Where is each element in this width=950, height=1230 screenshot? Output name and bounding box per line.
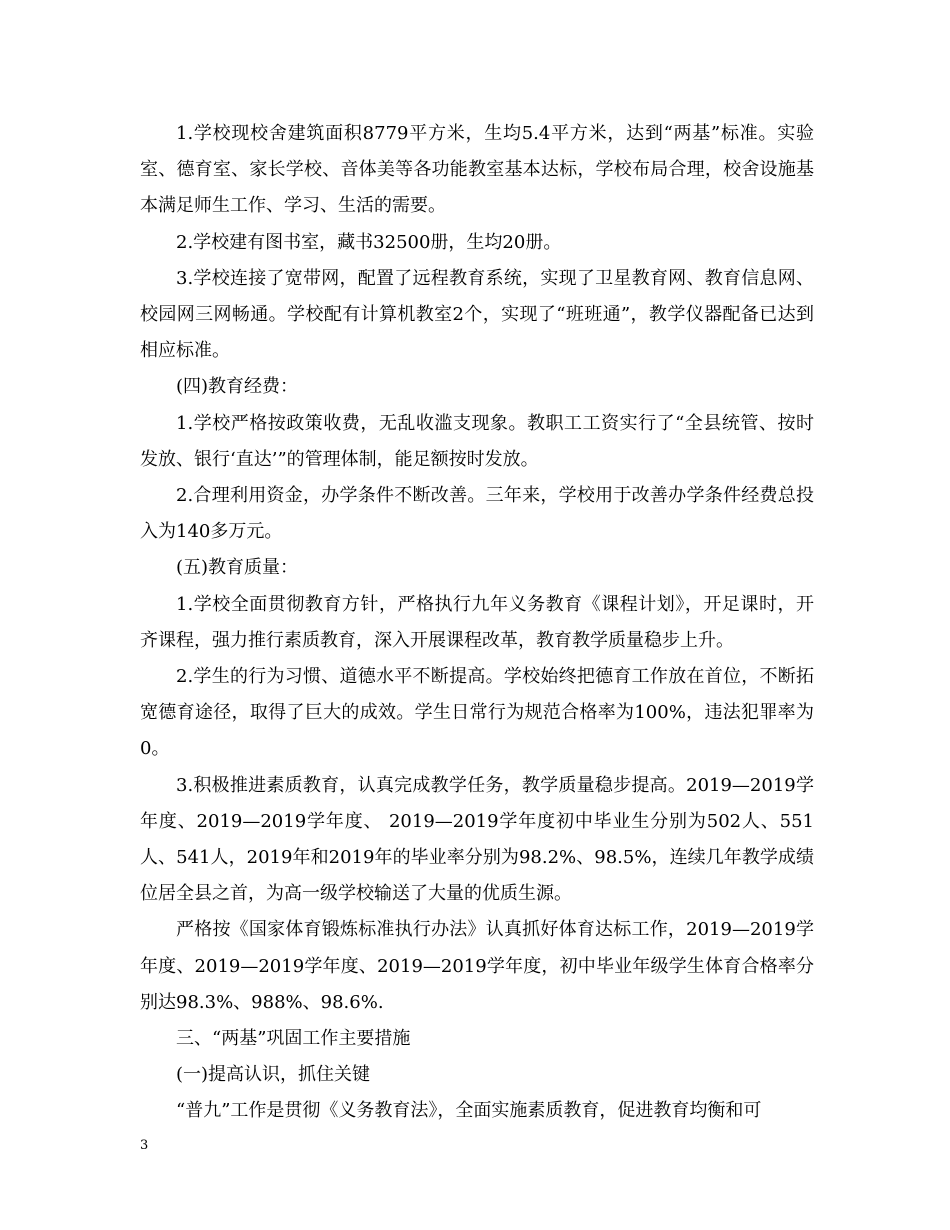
paragraph: 1.学校现校舍建筑面积8779平方米，生均5.4平方米，达到“两基”标准。实验室、德育室、家长学校、音体美等各功能教室基本达标，学校布局合理，校舍设施基本满足师生工作、学习、生活的需要。 <box>140 123 814 217</box>
paragraph: 3.学校连接了宽带网，配置了远程教育系统，实现了卫星教育网、教育信息网、校园网三网畅通。学校配有计算机教室2个，实现了“班班通”，教学仪器配备已达到相应标准。 <box>140 267 814 362</box>
paragraph: 3.积极推进素质教育，认真完成教学任务，教学质量稳步提高。2019—2019学年度、2019—2019学年度、 2019—2019学年度初中毕业生分别为502人、551人、541人，2019年和2019年的毕业率分别为98.2%、98.5%，连续几年教学成绩位居全县之首，为高一级学校输送了大量的优质生源。 <box>140 774 814 905</box>
paragraph: 1.学校全面贯彻教育方针，严格执行九年义务教育《课程计划》，开足课时，开齐课程，强力推行素质教育，深入开展课程改革，教育教学质量稳步上升。 <box>140 593 814 651</box>
paragraph: “普九”工作是贯彻《义务教育法》，全面实施素质教育，促进教育均衡和可 <box>176 1100 762 1122</box>
paragraph: 2.学校建有图书室，藏书32500册，生均20册。 <box>176 231 562 253</box>
paragraph: 2.合理利用资金，办学条件不断改善。三年来，学校用于改善办学条件经费总投入为140多万元。 <box>140 485 814 543</box>
paragraph: 严格按《国家体育锻炼标准执行办法》认真抓好体育达标工作，2019—2019学年度、2019—2019学年度、2019—2019学年度，初中毕业年级学生体育合格率分别达98.3%、988%、98.6%. <box>140 919 814 1013</box>
section-heading: 三、“两基”巩固工作主要措施 <box>176 1028 411 1050</box>
subsection-heading: (一)提高认识，抓住关键 <box>176 1064 371 1086</box>
paragraph: 2.学生的行为习惯、道德水平不断提高。学校始终把德育工作放在首位，不断拓宽德育途径，取得了巨大的成效。学生日常行为规范合格率为100%，违法犯罪率为0。 <box>140 666 814 760</box>
document-body <box>140 116 814 1130</box>
paragraph: 1.学校严格按政策收费，无乱收滥支现象。教职工工资实行了“全县统管、按时发放、银行‘直达’”的管理体制，能足额按时发放。 <box>140 412 814 470</box>
section-heading: (四)教育经费： <box>176 376 299 398</box>
section-heading: (五)教育质量： <box>176 557 299 579</box>
page-number: 3 <box>140 1138 149 1153</box>
